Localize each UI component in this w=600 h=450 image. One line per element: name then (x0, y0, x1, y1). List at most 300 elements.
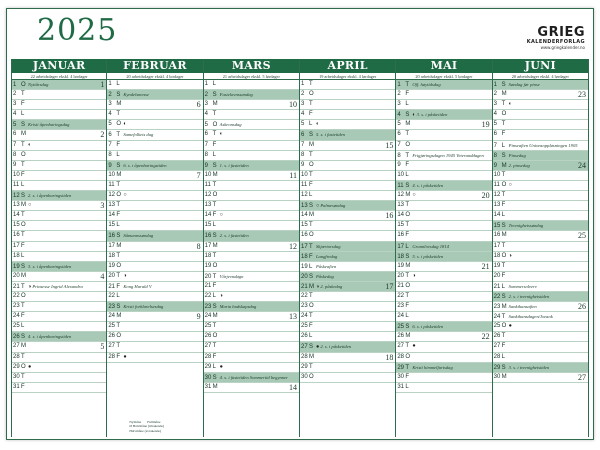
day-number: 21 (13, 283, 20, 290)
weekday-letter: T (405, 364, 409, 371)
moon-phase-icon: ◐ (412, 112, 416, 119)
day-number: 26 (204, 333, 212, 340)
moon-phase-icon: ◐ (219, 131, 223, 138)
day-number: 12 (204, 192, 212, 199)
weekday-letter: T (405, 131, 409, 138)
weekday-letter: L (21, 181, 25, 188)
day-number: 3 (493, 101, 497, 108)
day-number: 10 (108, 171, 116, 178)
weekday-letter: O (501, 111, 507, 118)
day-number: 22 (13, 292, 20, 299)
day-number: 31 (397, 383, 404, 390)
day-number: 24 (397, 313, 404, 320)
day-row (396, 353, 491, 363)
day-number: 24 (108, 313, 116, 320)
day-number: 29 (300, 363, 308, 370)
week-number: 17 (385, 281, 394, 291)
day-number: 25 (493, 323, 501, 330)
day-row (300, 252, 395, 262)
weekday-letter: F (405, 91, 409, 98)
day-row (493, 151, 588, 161)
calendar-header (7, 9, 593, 59)
weekday-letter: F (501, 131, 506, 138)
weekday-letter: L (405, 171, 409, 178)
day-row (396, 141, 491, 151)
weekday-letter: T (21, 212, 25, 219)
day-number: 8 (204, 151, 208, 158)
day-number: 19 (397, 262, 404, 269)
weekday-letter: M (116, 101, 122, 108)
day-note: Off. høytidsdag (412, 82, 441, 87)
weekday-letter: S (116, 92, 121, 99)
weekday-letter: O (501, 181, 507, 188)
weekday-letter: T (405, 292, 409, 299)
weekday-letter: F (116, 212, 120, 219)
weekday-letter: L (212, 81, 216, 87)
month-name: MAI (396, 59, 491, 73)
workday-count: 20 arbeidsdager ekskl. 4 lørdager (107, 73, 202, 80)
weekday-letter: F (21, 313, 25, 320)
day-note: 4. s. i påsketiden (412, 182, 444, 188)
day-number: 12 (300, 192, 308, 199)
weekday-letter: F (501, 202, 506, 209)
day-number: 25 (397, 324, 404, 331)
day-row (12, 363, 106, 373)
weekday-letter: F (212, 141, 217, 148)
day-row (12, 282, 106, 292)
day-number: 25 (108, 323, 116, 330)
weekday-letter: T (21, 161, 25, 168)
week-number: 4 (100, 271, 105, 281)
day-number: 6 (493, 131, 497, 138)
day-row (204, 181, 299, 191)
day-number: 5 (493, 121, 497, 128)
month-name: APRIL (300, 59, 395, 73)
day-number: 17 (300, 243, 308, 250)
day-number: 30 (204, 374, 212, 381)
weekday-letter: O (308, 161, 314, 168)
day-note: 2. s. i påsketiden (320, 344, 352, 350)
week-number: 20 (481, 191, 490, 201)
day-number: 8 (108, 151, 112, 158)
week-number: 14 (288, 382, 297, 392)
weekday-letter: T (21, 232, 25, 239)
day-number: 27 (13, 343, 20, 350)
day-row (300, 141, 395, 151)
day-row (493, 242, 588, 252)
weekday-letter: F (212, 212, 217, 219)
day-list (107, 80, 202, 363)
day-row (12, 292, 106, 302)
day-number: 17 (204, 242, 212, 249)
day-number: 22 (108, 292, 116, 299)
weekday-letter: S (212, 92, 217, 99)
day-number: 13 (493, 202, 501, 209)
day-row (493, 211, 588, 221)
weekday-letter: S (308, 203, 313, 210)
day-number: 2 (493, 91, 497, 98)
week-number: 13 (288, 312, 297, 322)
day-number: 1 (204, 81, 208, 87)
day-note: 4. s. i åpenbaringstiden (28, 334, 72, 340)
day-number: 20 (300, 273, 308, 280)
weekday-letter: M (21, 343, 26, 350)
day-number: 29 (13, 363, 20, 370)
day-number: 28 (397, 353, 404, 360)
day-row (204, 332, 299, 342)
day-note: Kristi forklarelsesdag (123, 304, 164, 310)
day-number: 8 (300, 151, 305, 158)
day-row (204, 262, 299, 272)
day-row (107, 201, 202, 211)
day-number: 21 (204, 282, 212, 289)
weekday-letter: O (308, 373, 314, 380)
day-number: 16 (300, 232, 308, 239)
day-row (396, 100, 491, 110)
day-number: 1 (300, 81, 305, 87)
day-row (107, 292, 202, 302)
day-row (300, 353, 395, 363)
weekday-letter: F (116, 353, 120, 360)
day-list (12, 80, 106, 393)
weekday-letter: L (405, 313, 409, 320)
weekday-letter: S (501, 223, 506, 230)
weekday-letter: S (21, 334, 26, 341)
weekday-letter: T (212, 252, 217, 259)
day-row (493, 312, 588, 322)
day-number: 15 (108, 222, 116, 229)
day-number: 12 (108, 192, 116, 199)
day-row (107, 120, 202, 130)
day-row (204, 100, 299, 110)
day-row (300, 262, 395, 272)
day-row (12, 161, 106, 171)
day-number: 8 (397, 152, 401, 159)
day-note: 5. s. i fastetiden (315, 132, 345, 138)
day-number: 7 (204, 141, 208, 148)
weekday-letter: T (212, 323, 217, 330)
weekday-letter: L (308, 121, 313, 128)
month-name: MARS (204, 59, 299, 73)
day-row (300, 161, 395, 171)
day-number: 17 (13, 242, 20, 249)
day-note: Vårjevndøgn (219, 273, 244, 279)
day-number: 15 (493, 223, 501, 230)
day-row (300, 90, 395, 100)
weekday-letter: T (116, 202, 120, 209)
weekday-letter: L (116, 151, 120, 158)
moon-phase-icon: ◐ (315, 121, 320, 128)
day-row (300, 221, 395, 231)
day-number: 17 (493, 242, 501, 249)
day-row (300, 231, 395, 241)
weekday-letter: T (501, 262, 506, 269)
workday-count: 21 arbeidsdager ekskl. 5 lørdager (204, 73, 299, 80)
day-row (204, 110, 299, 120)
day-note: Sankthansaften (508, 304, 537, 310)
day-row (107, 141, 202, 151)
weekday-letter: M (308, 141, 314, 148)
day-row (493, 282, 588, 292)
day-number: 19 (204, 262, 212, 269)
day-row (300, 171, 395, 181)
day-row (493, 272, 588, 282)
weekday-letter: M (21, 272, 26, 279)
day-number: 1 (397, 82, 401, 88)
moon-phase-icon: ◑ (123, 272, 127, 279)
day-row (107, 312, 202, 322)
day-number: 13 (108, 202, 116, 209)
day-number: 22 (493, 293, 501, 300)
day-number: 6 (397, 131, 401, 138)
day-row (396, 110, 491, 120)
moon-phase-icon: ○ (28, 202, 32, 209)
weekday-letter: M (405, 333, 411, 340)
day-row (493, 191, 588, 201)
day-number: 16 (108, 233, 116, 240)
day-row (396, 363, 491, 373)
weekday-letter: M (308, 353, 314, 360)
weekday-letter: M (501, 91, 507, 98)
weekday-letter: T (116, 132, 120, 139)
day-number: 2 (13, 91, 17, 98)
weekday-letter: T (501, 333, 506, 340)
weekday-letter: M (116, 171, 122, 178)
day-row (107, 171, 202, 181)
workday-count: 20 arbeidsdager ekskl. 4 lørdager (493, 73, 588, 80)
day-number: 29 (397, 364, 404, 371)
day-row (12, 80, 106, 90)
weekday-letter: M (212, 242, 218, 249)
day-number: 26 (108, 333, 116, 340)
day-row (107, 100, 202, 110)
day-number: 2 (300, 91, 305, 98)
weekday-letter: S (501, 293, 506, 300)
day-row (204, 373, 299, 383)
moon-phase-icon: ● (219, 363, 223, 370)
day-number: 27 (300, 344, 308, 351)
day-note: Kristi åpenbaringsdag (28, 122, 70, 128)
weekday-letter: S (212, 162, 217, 169)
day-row (12, 141, 106, 151)
day-number: 4 (300, 111, 305, 118)
weekday-letter: M (501, 373, 507, 380)
day-number: 9 (108, 162, 112, 169)
weekday-letter: F (308, 181, 313, 188)
day-number: 23 (108, 304, 116, 311)
week-number: 7 (196, 170, 201, 180)
day-row (12, 342, 106, 352)
weekday-letter: T (501, 121, 506, 128)
weekday-letter: M (21, 202, 26, 209)
weekday-letter: T (405, 272, 409, 279)
day-row (12, 252, 106, 262)
year-title: 2025 (37, 13, 118, 48)
weekday-letter: S (405, 112, 410, 119)
day-number: 16 (204, 233, 212, 240)
weekday-letter: L (212, 222, 216, 229)
day-row (204, 252, 299, 262)
day-note: Påskeaften (315, 263, 337, 269)
day-row (204, 151, 299, 161)
day-list (396, 80, 491, 393)
day-row (300, 201, 395, 211)
day-row (204, 171, 299, 181)
day-number: 21 (397, 282, 404, 289)
weekday-letter: T (405, 202, 409, 209)
day-row (396, 90, 491, 100)
day-number: 3 (300, 101, 305, 108)
day-row (204, 292, 299, 302)
weekday-letter: T (116, 323, 120, 330)
day-number: 7 (397, 141, 401, 148)
day-number: 23 (397, 303, 404, 310)
day-row (396, 211, 491, 221)
weekday-letter: M (212, 101, 218, 108)
day-note: Askeonsdag (219, 122, 242, 128)
day-row (12, 231, 106, 241)
weekday-letter: S (21, 122, 26, 129)
week-number: 1 (100, 80, 105, 89)
weekday-letter: S (116, 233, 121, 240)
day-number: 10 (397, 171, 404, 178)
weekday-letter: T (501, 192, 506, 199)
day-number: 4 (493, 111, 497, 118)
weekday-letter: T (212, 111, 217, 118)
day-note: 2. s. i fastetiden (219, 233, 249, 239)
day-number: 23 (204, 304, 212, 311)
weekday-letter: M (405, 262, 411, 269)
day-row (493, 201, 588, 211)
day-number: 19 (300, 263, 308, 270)
day-row (396, 191, 491, 201)
moon-phase-icon: ○ (508, 181, 512, 188)
day-number: 26 (397, 333, 404, 340)
day-row (12, 120, 106, 130)
weekday-letter: T (405, 152, 409, 159)
day-number: 17 (108, 242, 116, 249)
weekday-letter: F (116, 141, 120, 148)
day-number: 27 (397, 343, 404, 350)
day-row (12, 353, 106, 363)
day-number: 27 (493, 343, 501, 350)
day-note: Såmannssøndag (123, 233, 154, 239)
day-number: 24 (493, 314, 501, 321)
day-row (204, 141, 299, 151)
weekday-letter: S (212, 304, 217, 311)
day-row (300, 373, 395, 383)
day-number: 14 (300, 212, 308, 219)
day-number: 6 (204, 131, 208, 138)
day-number: 14 (493, 212, 501, 219)
workday-count: 22 arbeidsdager ekskl. 4 lørdager (12, 73, 106, 80)
day-row (396, 292, 491, 302)
weekday-letter: F (405, 303, 409, 310)
moon-phase-icon: ◐ (28, 141, 32, 148)
day-row (493, 231, 588, 241)
day-number: 9 (493, 162, 497, 169)
day-number: 18 (204, 252, 212, 259)
weekday-letter: T (212, 343, 217, 350)
weekday-letter: S (308, 344, 313, 351)
day-number: 5 (13, 122, 17, 129)
calendar-sheet (6, 8, 594, 440)
week-number: 8 (196, 241, 201, 251)
day-number: 17 (397, 243, 404, 250)
day-number: 27 (204, 343, 212, 350)
day-number: 21 (108, 283, 116, 290)
weekday-letter: T (405, 222, 409, 229)
legend-item: Fullmåne (147, 419, 161, 424)
weekday-letter: L (405, 383, 409, 390)
weekday-letter: O (308, 303, 314, 310)
month-column-januar (11, 59, 107, 437)
weekday-letter: O (116, 192, 121, 199)
day-note: Nyttårsdag (28, 82, 49, 87)
week-number: 3 (100, 201, 105, 211)
day-row (204, 90, 299, 100)
weekday-letter: M (501, 232, 507, 239)
day-number: 3 (13, 101, 17, 108)
weekday-letter: O (21, 363, 26, 370)
day-note: Kyndelsmesse (123, 92, 150, 98)
day-number: 11 (493, 181, 500, 188)
day-note: 6. s. i påsketiden (412, 324, 444, 330)
day-note: 5. s. i påsketiden (412, 253, 444, 259)
moon-phase-icon: ● (28, 363, 32, 370)
day-row (300, 292, 395, 302)
day-list (204, 80, 299, 393)
day-row (12, 201, 106, 211)
month-name: JANUAR (12, 59, 106, 73)
week-number: 9 (196, 312, 201, 322)
day-number: 25 (13, 323, 20, 330)
weekday-letter: L (308, 192, 313, 199)
day-row (12, 130, 106, 140)
weekday-letter: O (212, 122, 218, 129)
month-name: JUNI (493, 59, 588, 73)
day-row (107, 130, 202, 140)
month-column-mai (396, 59, 492, 437)
day-row (12, 110, 106, 120)
day-row (300, 302, 395, 312)
day-number: 7 (108, 141, 112, 148)
weekday-letter: T (116, 111, 120, 118)
day-number: 10 (493, 171, 501, 178)
weekday-letter: L (116, 81, 120, 87)
weekday-letter: T (212, 181, 217, 188)
day-row (493, 181, 588, 191)
weekday-letter: S (116, 162, 121, 169)
day-number: 1 (13, 82, 17, 88)
week-number: 10 (288, 100, 297, 110)
day-row (396, 171, 491, 181)
day-row (12, 90, 106, 100)
day-row (493, 292, 588, 302)
day-note: 6. s. i åpenbaringstiden (123, 162, 167, 168)
day-number: 22 (397, 292, 404, 299)
weekday-letter: S (308, 273, 313, 280)
day-row (493, 373, 588, 383)
day-row (396, 231, 491, 241)
weekday-letter: M (212, 171, 218, 178)
day-number: 16 (493, 232, 501, 239)
day-number: 9 (300, 161, 305, 168)
day-number: 4 (204, 111, 208, 118)
weekday-letter: T (212, 273, 217, 280)
week-number: 24 (577, 160, 586, 170)
week-number: 5 (100, 342, 105, 352)
